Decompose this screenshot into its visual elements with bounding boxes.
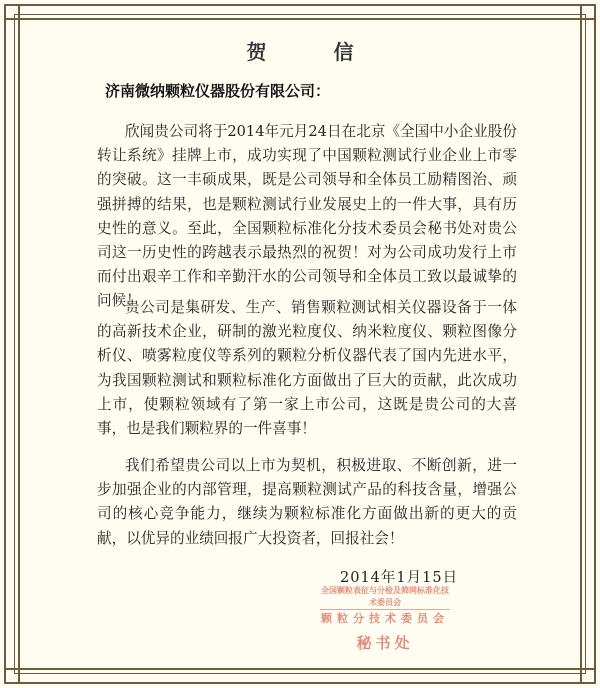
letter-paragraph-2: 贵公司是集研发、生产、销售颗粒测试相关仪器设备于一体的高新技术企业，研制的激光粒度仪、纳米粒度仪、颗粒图像分析仪、喷雾粒度仪等系列的颗粒分析仪器代表了国内先进水平，为我国颗粒测试和颗粒标准化方面做出了巨大的贡献，此次成功上市，使颗粒领域有了第一家上市公司，这既是贵公司的大喜事，也是我们颗粒界的一件喜事！ (97, 299, 517, 438)
letter-title: 贺 信 (246, 40, 384, 64)
seal-secretariat: 秘书处 (356, 634, 414, 652)
letter-recipient: 济南微纳颗粒仪器股份有限公司： (105, 82, 331, 100)
letter-date: 2014年1月15日 (340, 570, 459, 586)
seal-organization: 全国颗粒表征与分检及筛网标准化技术委员会 (320, 585, 450, 610)
letter-paragraph-3: 我们希望贵公司以上市为契机，积极进取、不断创新，进一步加强企业的内部管理，提高颗粒测试产品的科技含量，增强公司的核心竞争能力，继续为颗粒标准化方面做出新的更大的贡献，以优异的业绩回报广大投资者，回报社会！ (97, 457, 517, 547)
seal-subcommittee: 颗粒分技术委员会 (321, 612, 449, 625)
letter-paragraph-1: 欣闻贵公司将于2014年元月24日在北京《全国中小企业股份转让系统》挂牌上市，成功实现了中国颗粒测试行业企业上市零的突破。这一丰硕成果，既是公司领导和全体员工励精图治、顽强拼搏的结果，也是颗粒测试行业发展史上的一件大事，具有历史性的意义。至此，全国颗粒标准化分技术委员会秘书处对贵公司这一历史性的跨越表示最热烈的祝贺！对为公司成功发行上市而付出艰辛工作和辛勤汗水的公司领导和全体员工致以最诚挚的问候！ (97, 123, 517, 310)
official-seal (320, 585, 450, 657)
